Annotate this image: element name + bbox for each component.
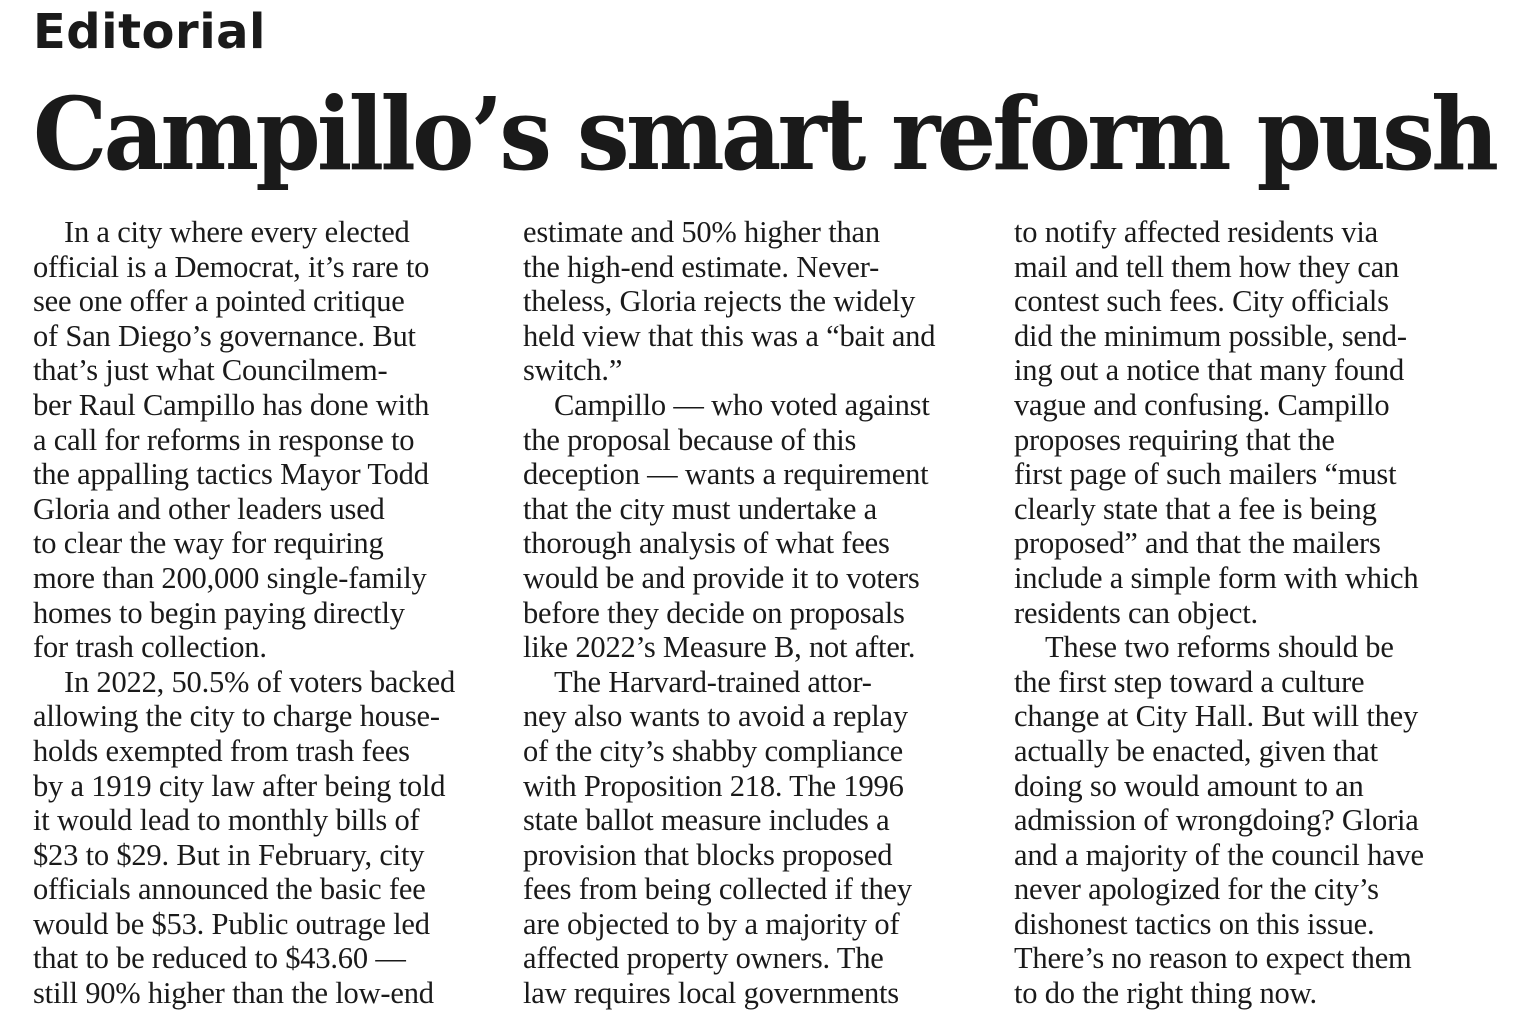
text-line: include a simple form with which — [1014, 560, 1419, 595]
text-line: fees from being collected if they — [523, 872, 912, 907]
text-line: thorough analysis of what fees — [523, 526, 890, 561]
text-line: with Proposition 218. The 1996 — [523, 768, 904, 803]
text-line: for trash collection. — [33, 630, 267, 665]
text-line: held view that this was a “bait and — [523, 318, 936, 353]
text-line: These two reforms should be — [1045, 630, 1394, 665]
text-line: ber Raul Campillo has done with — [33, 387, 430, 422]
text-line: provision that blocks proposed — [523, 837, 893, 872]
text-line: before they decide on proposals — [523, 595, 905, 630]
text-line: In 2022, 50.5% of voters backed — [64, 664, 456, 699]
text-line: $23 to $29. But in February, city — [33, 837, 425, 872]
text-line: holds exempted from trash fees — [33, 733, 410, 768]
text-line: proposes requiring that the — [1014, 422, 1335, 457]
headline: Campillo’s smart reform push — [33, 75, 1496, 193]
text-line: affected property owners. The — [523, 941, 884, 976]
text-line: contest such fees. City officials — [1014, 284, 1389, 319]
text-line: admission of wrongdoing? Gloria — [1014, 803, 1419, 838]
text-line: first page of such mailers “must — [1014, 457, 1397, 492]
text-line: see one offer a pointed critique — [33, 284, 405, 319]
text-line: the proposal because of this — [523, 422, 857, 457]
text-line: of San Diego’s governance. But — [33, 318, 416, 353]
text-line: the first step toward a culture — [1014, 664, 1365, 699]
article-column-1 — [33, 215, 508, 1011]
text-line: did the minimum possible, send- — [1014, 318, 1407, 353]
text-line: doing so would amount to an — [1014, 768, 1364, 803]
text-line: deception — wants a requirement — [523, 457, 929, 492]
text-line: allowing the city to charge house- — [33, 699, 440, 734]
text-line: theless, Gloria rejects the widely — [523, 284, 916, 319]
text-line: never apologized for the city’s — [1014, 872, 1379, 907]
text-line: would be $53. Public outrage led — [33, 906, 430, 941]
text-line: like 2022’s Measure B, not after. — [523, 630, 916, 665]
text-line: The Harvard-trained attor- — [554, 664, 872, 699]
text-line: vague and confusing. Campillo — [1014, 387, 1390, 422]
text-line: Campillo — who voted against — [554, 387, 930, 422]
text-line: law requires local governments — [523, 976, 899, 1011]
section-label: Editorial — [33, 4, 266, 60]
text-line: it would lead to monthly bills of — [33, 803, 420, 838]
article-column-2 — [523, 215, 998, 1011]
text-line: to notify affected residents via — [1014, 215, 1378, 249]
text-line: would be and provide it to voters — [523, 560, 920, 595]
text-line: by a 1919 city law after being told — [33, 768, 446, 803]
text-line: estimate and 50% higher than — [523, 215, 880, 249]
text-line: residents can object. — [1014, 595, 1258, 630]
text-line: There’s no reason to expect them — [1014, 941, 1412, 976]
text-line: state ballot measure includes a — [523, 803, 890, 838]
text-line: clearly state that a fee is being — [1014, 491, 1377, 526]
text-line: mail and tell them how they can — [1014, 249, 1400, 284]
text-line: proposed” and that the mailers — [1014, 526, 1381, 561]
text-line: that to be reduced to $43.60 — — [33, 941, 406, 976]
text-line: and a majority of the council have — [1014, 837, 1424, 872]
text-line: of the city’s shabby compliance — [523, 733, 904, 768]
text-line: official is a Democrat, it’s rare to — [33, 249, 430, 284]
text-line: switch.” — [523, 353, 623, 388]
text-line: the high-end estimate. Never- — [523, 249, 880, 284]
article-column-3 — [1014, 215, 1489, 1011]
text-line: that’s just what Councilmem- — [33, 353, 388, 388]
text-line: officials announced the basic fee — [33, 872, 426, 907]
text-line: the appalling tactics Mayor Todd — [33, 457, 429, 492]
text-line: to do the right thing now. — [1014, 976, 1317, 1011]
text-line: In a city where every elected — [64, 215, 410, 249]
text-line: to clear the way for requiring — [33, 526, 384, 561]
text-line: homes to begin paying directly — [33, 595, 405, 630]
text-line: that the city must undertake a — [523, 491, 877, 526]
text-line: more than 200,000 single-family — [33, 560, 427, 595]
text-line: a call for reforms in response to — [33, 422, 415, 457]
text-line: still 90% higher than the low-end — [33, 976, 434, 1011]
text-line: ney also wants to avoid a replay — [523, 699, 908, 734]
text-line: are objected to by a majority of — [523, 906, 900, 941]
text-line: actually be enacted, given that — [1014, 733, 1378, 768]
text-line: change at City Hall. But will they — [1014, 699, 1419, 734]
text-line: dishonest tactics on this issue. — [1014, 906, 1375, 941]
text-line: ing out a notice that many found — [1014, 353, 1405, 388]
text-line: Gloria and other leaders used — [33, 491, 385, 526]
